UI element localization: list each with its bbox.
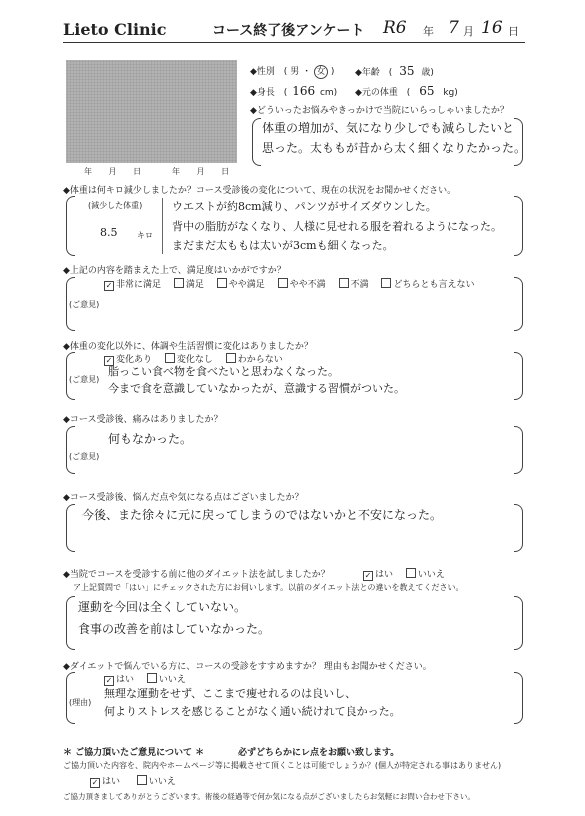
clinic-logo: Lieto Clinic bbox=[63, 20, 167, 39]
option-label: はい bbox=[116, 675, 135, 685]
age-value: 35 bbox=[399, 64, 415, 78]
height-unit: cm) bbox=[319, 88, 338, 98]
q-recommend-answer-1: 無理な運動をせず、ここまで痩せれるのは良いし、 bbox=[104, 687, 357, 700]
q-health-opinion-label: (ご意見) bbox=[69, 375, 100, 384]
q-pain-label: ◆コース受診後、痛みはありましたか？ bbox=[63, 415, 223, 425]
q-concern-answer: 今後、また徐々に元に戻ってしまうのではないかと不安になった。 bbox=[82, 508, 443, 522]
option-neutral[interactable] bbox=[381, 280, 474, 290]
profile-age bbox=[355, 64, 434, 78]
date-month: 7 bbox=[448, 18, 459, 38]
q-loss-divider bbox=[162, 198, 163, 254]
age-label: ◆年齢 bbox=[355, 68, 380, 78]
option-recommend-no[interactable] bbox=[147, 675, 186, 685]
option-label: 満足 bbox=[185, 280, 204, 290]
q-diet-label: ◆当院でコースを受診する前に他のダイエット法を試しましたか？ bbox=[63, 570, 330, 580]
profile-height bbox=[250, 84, 337, 98]
q-loss-answer-1: ウエストが約8cm減り、パンツがサイズダウンした。 bbox=[172, 200, 437, 213]
q-concern-bracket-right bbox=[514, 504, 523, 552]
q-pain-bracket-left bbox=[66, 426, 75, 474]
date-year-label: 年 bbox=[423, 25, 434, 38]
option-recommend-yes[interactable] bbox=[104, 675, 134, 685]
option-label: いいえ bbox=[158, 675, 186, 685]
form-title: コース終了後アンケート bbox=[212, 23, 365, 39]
option-label: いいえ bbox=[417, 570, 445, 580]
checkbox-dissatisfied[interactable] bbox=[339, 278, 349, 288]
height-value: 166 bbox=[292, 84, 316, 98]
checkbox-consent-yes[interactable]: ✓ bbox=[91, 778, 99, 787]
photo-date-left: 年 月 日 bbox=[84, 167, 142, 176]
date-era: R6 bbox=[383, 18, 407, 38]
q-pain-opinion-label: (ご意見) bbox=[69, 452, 100, 461]
q-satisfaction-label: ◆上記の内容を踏まえた上で、満足度はいかがですか？ bbox=[63, 266, 286, 276]
option-label: 非常に満足 bbox=[116, 280, 162, 290]
q-loss-kg-unit: キロ bbox=[137, 231, 153, 240]
checkbox-unknown[interactable] bbox=[226, 353, 236, 363]
q-diet-options bbox=[363, 567, 445, 581]
option-label: はい bbox=[102, 777, 121, 787]
q-satisfaction-opinion-label: (ご意見) bbox=[69, 300, 100, 309]
option-label: 変化なし bbox=[176, 355, 213, 365]
q-health-label: ◆体重の変化以外に、体調や生活習慣に変化はありましたか？ bbox=[63, 342, 313, 352]
header-rule bbox=[63, 42, 525, 43]
q-recommend-answer-2: 何よりストレスを感じることがなく通い続けれて良かった。 bbox=[104, 705, 401, 718]
q-health-bracket-right bbox=[514, 352, 523, 400]
date-day: 16 bbox=[481, 18, 503, 38]
option-label: 不満 bbox=[350, 280, 369, 290]
footer-thanks: ご協力頂きましてありがとうございます。術後の経過等で何か気になる点がございましたらお気軽にお問い合わせ下さい。 bbox=[63, 792, 475, 801]
gender-sep: ・ bbox=[302, 67, 312, 77]
checkbox-neutral[interactable] bbox=[381, 278, 391, 288]
gender-close: ) bbox=[330, 67, 335, 77]
q-recommend-bracket-right bbox=[514, 672, 523, 724]
photo-date-right: 年 月 日 bbox=[172, 167, 230, 176]
q-satisfaction-options bbox=[104, 277, 474, 291]
option-consent-yes[interactable] bbox=[90, 777, 120, 787]
option-consent-no[interactable] bbox=[137, 777, 176, 787]
before-after-photo bbox=[66, 60, 237, 163]
q-health-answer-1: 脂っこい食べ物を食べたいと思わなくなった。 bbox=[108, 365, 339, 378]
q-trigger-label: ◆どういったお悩みやきっかけで当院にいらっしゃいましたか？ bbox=[250, 106, 509, 116]
option-diet-no[interactable] bbox=[406, 570, 445, 580]
checkbox-no-change[interactable] bbox=[165, 353, 175, 363]
height-label: ◆身長 bbox=[250, 88, 275, 98]
q-diet-sub-label: ア上記質問で「はい」にチェックされた方にお伺いします。以前のダイエット法との違いを教えてください。 bbox=[73, 583, 464, 592]
option-very-satisfied[interactable] bbox=[104, 280, 161, 290]
q-loss-bracket-right bbox=[514, 196, 523, 256]
option-diet-yes[interactable] bbox=[363, 570, 393, 580]
weight-open: ( bbox=[406, 88, 411, 98]
q-trigger-answer-1: 体重の増加が、気になり少しでも減らしたいと bbox=[262, 121, 515, 135]
q-loss-label: ◆体重は何キロ減少しましたか？コース受診後の変化について、現在の状況をお聞かせください。 bbox=[63, 186, 457, 196]
q-concern-bracket-left bbox=[66, 504, 75, 552]
option-somewhat-satisfied[interactable] bbox=[217, 280, 265, 290]
option-label: わからない bbox=[237, 355, 283, 365]
checkbox-somewhat-satisfied[interactable] bbox=[217, 278, 227, 288]
option-label: いいえ bbox=[148, 777, 176, 787]
checkbox-changed[interactable]: ✓ bbox=[105, 356, 113, 365]
checkbox-satisfied[interactable] bbox=[174, 278, 184, 288]
checkbox-recommend-no[interactable] bbox=[147, 673, 157, 683]
option-somewhat-dissatisfied[interactable] bbox=[278, 280, 326, 290]
gender-open: ( bbox=[283, 67, 288, 77]
q-trigger-bracket-left bbox=[252, 118, 261, 166]
option-label: やや満足 bbox=[228, 280, 265, 290]
q-recommend-options bbox=[104, 672, 186, 686]
q-diet-bracket-left bbox=[66, 596, 75, 650]
q-trigger-answer-2: 思った。太ももが昔から太く細くなりたかった。 bbox=[262, 141, 527, 155]
weight-unit: kg) bbox=[443, 88, 458, 98]
gender-female-circled: 女 bbox=[314, 65, 328, 79]
option-label: はい bbox=[375, 570, 394, 580]
q-recommend-reason-label: (理由) bbox=[69, 698, 92, 707]
q-satisfaction-bracket-right bbox=[514, 277, 523, 331]
date-day-label: 日 bbox=[508, 25, 519, 38]
checkbox-very-satisfied[interactable]: ✓ bbox=[105, 281, 113, 290]
checkbox-somewhat-dissatisfied[interactable] bbox=[278, 278, 288, 288]
age-open: ( bbox=[388, 68, 393, 78]
age-unit: 歳) bbox=[421, 68, 434, 78]
q-diet-answer-1: 運動を今回は全くしていない。 bbox=[78, 600, 247, 614]
weight-value: 65 bbox=[419, 84, 435, 98]
q-diet-answer-2: 食事の改善を前はしていなかった。 bbox=[78, 622, 271, 636]
q-loss-kg-value: 8.5 bbox=[100, 226, 118, 239]
q-loss-answer-3: まだまだ太ももは太いが3cmも細くなった。 bbox=[172, 239, 394, 252]
date-month-label: 月 bbox=[463, 25, 474, 38]
q-loss-answer-2: 背中の脂肪がなくなり、人様に見せれる服を着れるようになった。 bbox=[172, 220, 502, 233]
q-concern-label: ◆コース受診後、悩んだ点や気になる点はございましたか？ bbox=[63, 493, 304, 503]
gender-label: ◆性別 bbox=[250, 67, 275, 77]
q-pain-bracket-right bbox=[514, 426, 523, 474]
option-label: どちらとも言えない bbox=[393, 280, 475, 290]
q-loss-bracket-left bbox=[66, 196, 75, 256]
weight-label: ◆元の体重 bbox=[355, 88, 398, 98]
option-label: 変化あり bbox=[116, 355, 153, 365]
checkbox-diet-no[interactable] bbox=[406, 568, 416, 578]
footer-consent: ご協力頂いた内容を、院内やホームページ等に掲載させて頂くことは可能でしょうか？(個人が特定される事はありません) bbox=[63, 761, 502, 770]
footer-options bbox=[90, 774, 176, 788]
option-dissatisfied[interactable] bbox=[339, 280, 369, 290]
profile-gender bbox=[250, 64, 334, 79]
checkbox-consent-no[interactable] bbox=[137, 775, 147, 785]
q-loss-sub-label: (減少した体重) bbox=[88, 201, 143, 210]
checkbox-recommend-yes[interactable]: ✓ bbox=[105, 676, 113, 685]
q-health-answer-2: 今まで食を意識していなかったが、意識する習慣がついた。 bbox=[108, 382, 405, 395]
gender-male: 男 bbox=[290, 67, 300, 77]
option-label: やや不満 bbox=[289, 280, 326, 290]
option-satisfied[interactable] bbox=[174, 280, 204, 290]
footer-title: ＊ ご協力頂いたご意見について ＊ bbox=[63, 748, 205, 758]
q-recommend-label: ◆ダイエットで悩んでいる方に、コースの受診をすすめますか？ 理由もお聞かせください。 bbox=[63, 662, 432, 672]
profile-weight bbox=[355, 84, 458, 98]
q-pain-answer: 何もなかった。 bbox=[108, 432, 193, 446]
footer-note: 必ずどちらかにレ点をお願い致します。 bbox=[238, 748, 400, 758]
q-diet-bracket-right bbox=[514, 596, 523, 650]
checkbox-diet-yes[interactable]: ✓ bbox=[364, 571, 372, 580]
height-open: ( bbox=[283, 88, 288, 98]
